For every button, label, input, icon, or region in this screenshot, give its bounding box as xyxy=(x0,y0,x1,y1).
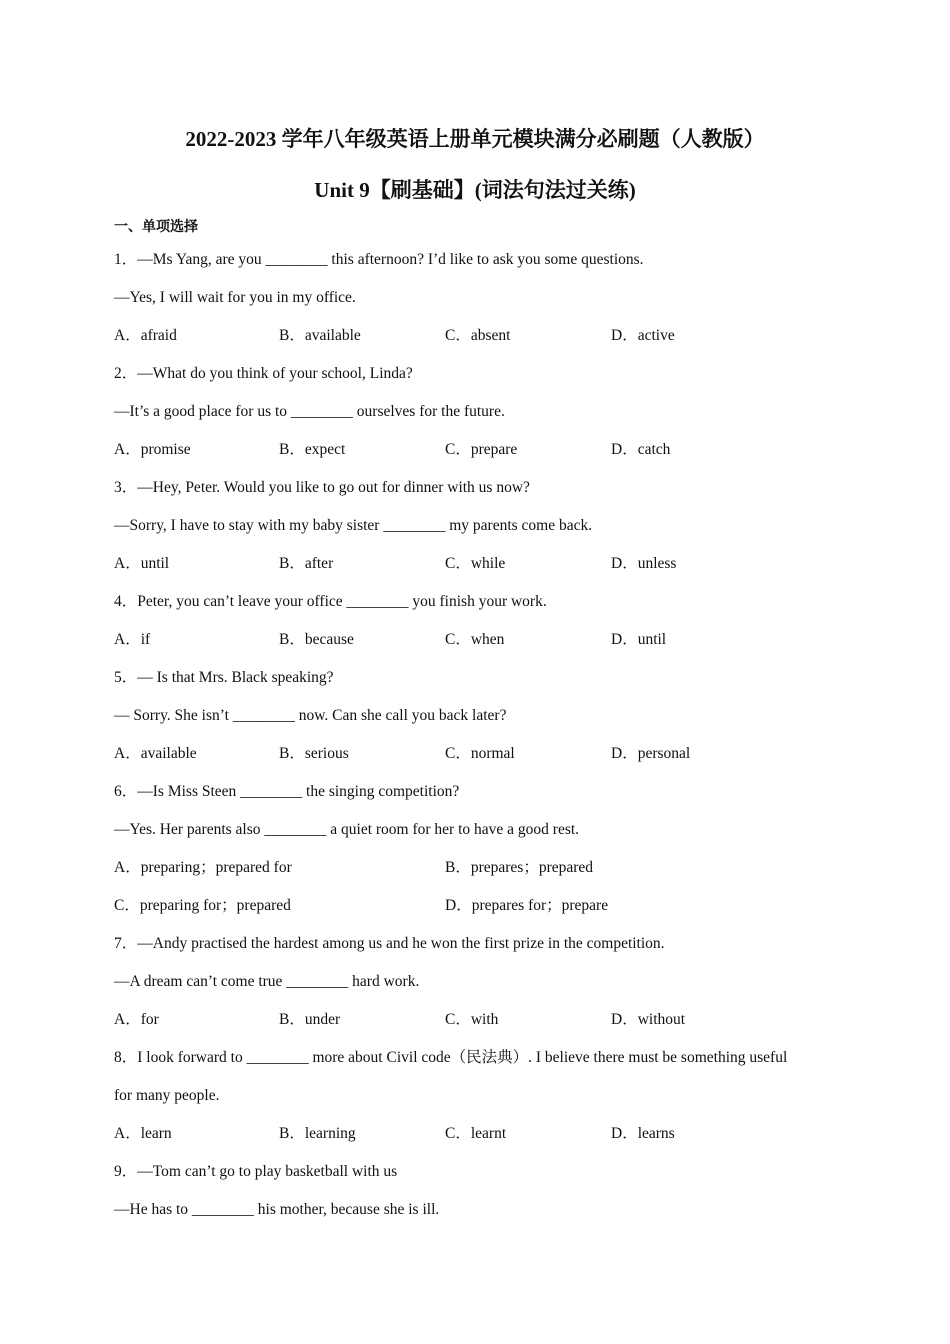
question-1-stem: 1．—Ms Yang, are you ________ this afternoon? I’d like to ask you some questions. xyxy=(114,251,644,268)
question-7-option-d: D．without xyxy=(611,1011,686,1028)
question-2-option-a: A．promise xyxy=(114,441,191,458)
question-2-reply: —It’s a good place for us to ________ ourselves for the future. xyxy=(114,403,505,420)
question-6-stem: 6．—Is Miss Steen ________ the singing competition? xyxy=(114,783,460,800)
question-1-option-a: A．afraid xyxy=(114,327,177,344)
question-3-option-c: C．while xyxy=(445,555,506,572)
question-8-option-b: B．learning xyxy=(279,1125,356,1142)
question-1-option-b: B．available xyxy=(279,327,361,344)
question-2-stem: 2．—What do you think of your school, Linda? xyxy=(114,365,413,382)
question-7-option-a: A．for xyxy=(114,1011,159,1028)
question-3-stem: 3．—Hey, Peter. Would you like to go out for dinner with us now? xyxy=(114,479,530,496)
question-9-stem: 9．—Tom can’t go to play basketball with us xyxy=(114,1163,398,1180)
question-5-option-d: D．personal xyxy=(611,745,691,762)
question-6-option-a: A．preparing；prepared for xyxy=(114,859,292,876)
question-5-option-b: B．serious xyxy=(279,745,349,762)
question-8-option-d: D．learns xyxy=(611,1125,675,1142)
question-8-stem: 8．I look forward to ________ more about Civil code（民法典）. I believe there must be something useful xyxy=(114,1049,788,1066)
question-5-option-c: C．normal xyxy=(445,745,515,762)
question-4-stem: 4．Peter, you can’t leave your office ________ you finish your work. xyxy=(114,593,547,610)
question-3-reply: —Sorry, I have to stay with my baby sister ________ my parents come back. xyxy=(114,517,593,534)
question-7-option-c: C．with xyxy=(445,1011,499,1028)
question-5-option-a: A．available xyxy=(114,745,197,762)
question-6-reply: —Yes. Her parents also ________ a quiet room for her to have a good rest. xyxy=(114,821,580,838)
question-7-stem: 7．—Andy practised the hardest among us and he won the first prize in the competition. xyxy=(114,935,665,952)
page-title: 2022-2023 学年八年级英语上册单元模块满分必刷题（人教版） xyxy=(185,127,765,151)
question-3-option-d: D．unless xyxy=(611,555,677,572)
question-3-option-a: A．until xyxy=(114,555,170,572)
question-1-option-d: D．active xyxy=(611,327,675,344)
section-heading: 一、单项选择 xyxy=(114,219,198,235)
question-2-option-b: B．expect xyxy=(279,441,346,458)
question-7-option-b: B．under xyxy=(279,1011,341,1028)
page-subtitle: Unit 9【刷基础】(词法句法过关练) xyxy=(314,178,636,202)
question-9-reply: —He has to ________ his mother, because she is ill. xyxy=(114,1201,440,1218)
question-4-option-b: B．because xyxy=(279,631,354,648)
question-8-stem-continued: for many people. xyxy=(114,1087,220,1104)
question-4-option-c: C．when xyxy=(445,631,505,648)
question-4-option-a: A．if xyxy=(114,631,151,648)
question-6-option-c: C．preparing for；prepared xyxy=(114,897,291,914)
question-8-option-c: C．learnt xyxy=(445,1125,507,1142)
question-6-option-d: D．prepares for；prepare xyxy=(445,897,609,914)
question-6-option-b: B．prepares；prepared xyxy=(445,859,594,876)
question-7-reply: —A dream can’t come true ________ hard work. xyxy=(114,973,420,990)
question-1-option-c: C．absent xyxy=(445,327,511,344)
question-2-option-c: C．prepare xyxy=(445,441,518,458)
question-1-reply: —Yes, I will wait for you in my office. xyxy=(114,289,356,306)
question-2-option-d: D．catch xyxy=(611,441,671,458)
question-8-option-a: A．learn xyxy=(114,1125,172,1142)
question-4-option-d: D．until xyxy=(611,631,667,648)
question-3-option-b: B．after xyxy=(279,555,334,572)
question-5-stem: 5．— Is that Mrs. Black speaking? xyxy=(114,669,334,686)
question-5-reply: — Sorry. She isn’t ________ now. Can she call you back later? xyxy=(114,707,507,724)
